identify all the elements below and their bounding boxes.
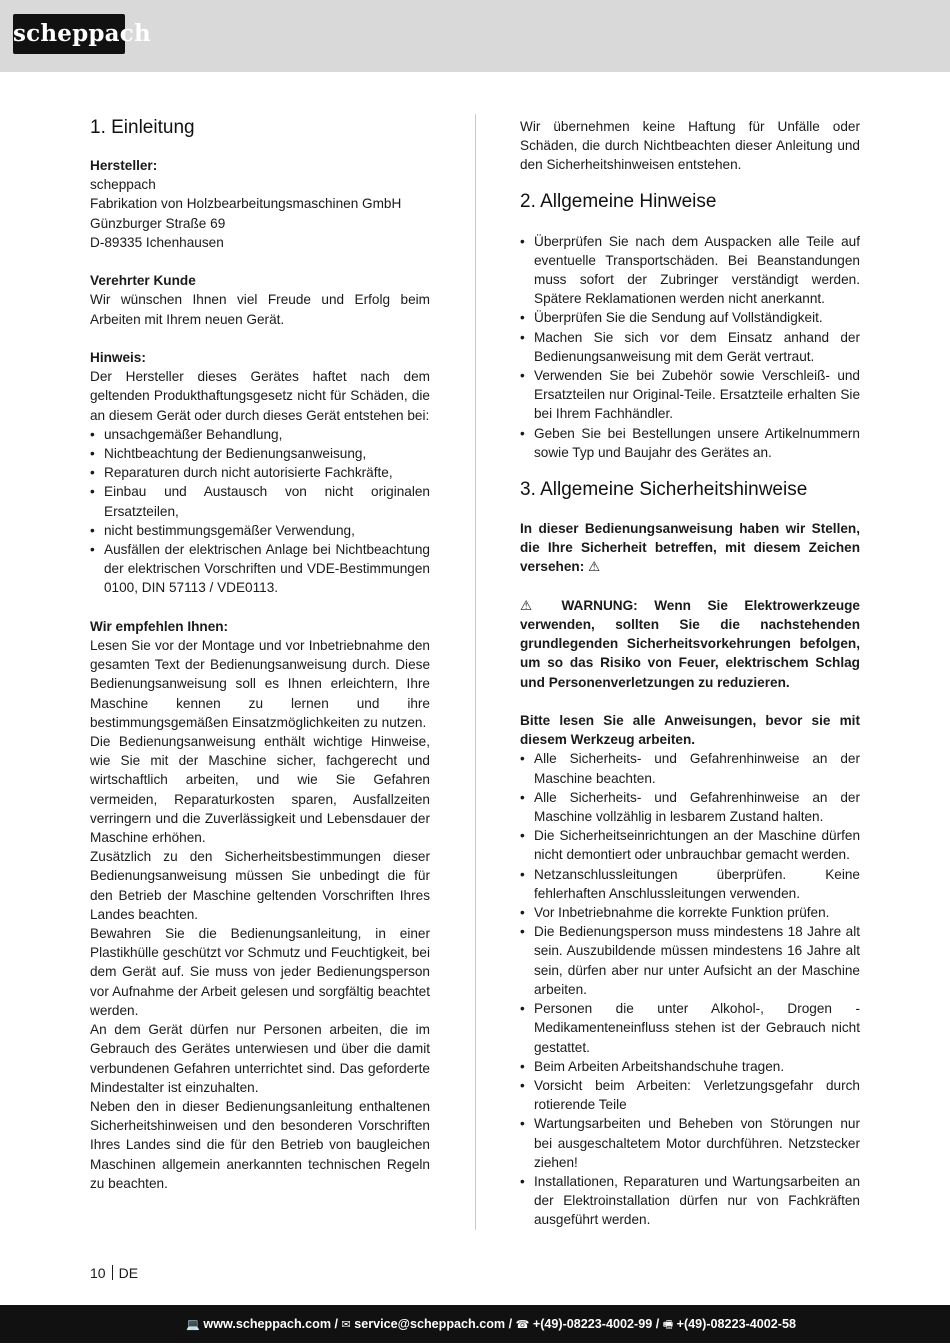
list-item: • Überprüfen Sie die Sendung auf Vollständigkeit. — [520, 308, 860, 327]
recommend-paragraph: Bewahren Sie die Bedienungsanleitung, in einer Plastikhülle geschützt vor Schmutz und Feuchtigkeit, bei dem Gerät auf. Sie muss von jeder Bedienungsperson vor Aufnahme der Arbeit gelesen und sorgfältig beachtet werden. — [90, 926, 430, 1018]
list-item: • nicht bestimmungsgemäßer Verwendung, — [90, 521, 430, 540]
list-item: • Nichtbeachtung der Bedienungsanweisung, — [90, 444, 430, 463]
mail-icon: ✉ — [341, 1318, 351, 1331]
page-number-footer — [90, 1264, 138, 1282]
fax-number: +(49)-08223-4002-58 — [676, 1317, 796, 1331]
email-link[interactable]: service@scheppach.com / — [354, 1317, 513, 1331]
list-item: • Die Bedienungsperson muss mindestens 18 Jahre alt sein. Auszubildende müssen mindestens 16 Jahre alt sein, dürfen aber nur unter Aufsicht an der Maschine arbeiten. — [520, 922, 860, 999]
liability-text: Wir übernehmen keine Haftung für Unfälle oder Schäden, die durch Nichtbeachten dieser Anleitung und den Sicherheitshinweisen entstehen. — [520, 119, 860, 173]
list-item: • Wartungsarbeiten und Beheben von Störungen nur bei ausgeschaltetem Motor durchführen. Netzstecker ziehen! — [520, 1114, 860, 1172]
phone-number: +(49)-08223-4002-99 / — [532, 1317, 660, 1331]
list-item: • Installationen, Reparaturen und Wartungsarbeiten an der Elektroinstallation dürfen nur von Fachkräften ausgeführt werden. — [520, 1172, 860, 1230]
list-item: • Überprüfen Sie nach dem Auspacken alle Teile auf eventuelle Transportschäden. Bei Beanstandungen muss sofort der Zubringer verständigt werden. Spätere Reklamationen werden nicht anerkannt. — [520, 232, 860, 309]
general-notes-list — [520, 232, 860, 462]
section-2-title: 2. Allgemeine Hinweise — [520, 190, 717, 212]
list-item: • Alle Sicherheits- und Gefahrenhinweise an der Maschine vollzählig in lesbarem Zustand halten. — [520, 788, 860, 826]
note-text: Der Hersteller dieses Gerätes haftet nach dem geltenden Produkthaftungsgesetz nicht für Schäden, die an diesem Gerät oder durch dieses Gerät entstehen bei: — [90, 369, 430, 423]
safety-list — [520, 749, 860, 1229]
list-item: • Reparaturen durch nicht autorisierte Fachkräfte, — [90, 463, 430, 482]
address-line: D-89335 Ichenhausen — [90, 234, 224, 250]
list-item: • Geben Sie bei Bestellungen unsere Artikelnummern sowie Typ und Baujahr des Gerätes an. — [520, 424, 860, 462]
website-link[interactable]: www.scheppach.com / — [203, 1317, 339, 1331]
list-item: • Vor Inbetriebnahme die korrekte Funktion prüfen. — [520, 903, 860, 922]
scheppach-logo: scheppach — [13, 14, 125, 54]
page-number: 10 — [90, 1265, 106, 1281]
section-3-title: 3. Allgemeine Sicherheitshinweise — [520, 479, 808, 501]
fax-icon: 🖷 — [662, 1318, 674, 1331]
recommend-paragraph: Lesen Sie vor der Montage und vor Inbetriebnahme den gesamten Text der Bedienungsanweisung durch. Diese Bedienungsanweisung soll es Ihnen erleichtern, Ihre Maschine kennen zu lernen und ihre bestimmungsgemäßen Einsatzmöglichkeiten zu nutzen. — [90, 638, 430, 730]
section-1-title: 1. Einleitung — [90, 117, 195, 138]
note-list — [90, 425, 430, 598]
contact-footer — [0, 1305, 950, 1343]
list-item: • Ausfällen der elektrischen Anlage bei Nichtbeachtung der elektrischen Vorschriften und VDE-Bestimmungen 0100, DIN 57113 / VDE0113. — [90, 540, 430, 598]
recommend-paragraph: An dem Gerät dürfen nur Personen arbeiten, die im Gebrauch des Gerätes unterwiesen und über die damit verbundenen Gefahren unterrichtet sind. Das geforderte Mindestalter ist einzuhalten. — [90, 1022, 430, 1095]
customer-text: Wir wünschen Ihnen viel Freude und Erfolg beim Arbeiten mit Ihrem neuen Gerät. — [90, 292, 430, 327]
note-label: Hinweis: — [90, 350, 146, 365]
list-item: • Verwenden Sie bei Zubehör sowie Verschleiß- und Ersatzteilen nur Original-Teile. Ersatzteile erhalten Sie bei Ihrem Fachhändler. — [520, 366, 860, 424]
computer-icon: 💻 — [186, 1318, 200, 1331]
safety-intro: In dieser Bedienungsanweisung haben wir Stellen, die Ihre Sicherheit betreffen, mit diesem Zeichen versehen: ⚠ — [520, 521, 860, 575]
warning-paragraph: ⚠ WARNUNG: Wenn Sie Elektrowerkzeuge verwenden, sollten Sie die nachstehenden grundlegenden Sicherheitsvorkehrungen befolgen, um so das Risiko von Feuer, elektrischem Schlag und Personenverletzungen zu reduzieren. — [520, 597, 860, 690]
language-code: DE — [118, 1265, 139, 1281]
manufacturer-label: Hersteller: — [90, 158, 158, 173]
right-column — [520, 117, 860, 1230]
list-item: • Einbau und Austausch von nicht originalen Ersatzteilen, — [90, 482, 430, 520]
list-item: • Alle Sicherheits- und Gefahrenhinweise an der Maschine beachten. — [520, 749, 860, 787]
customer-label: Verehrter Kunde — [90, 273, 196, 289]
manufacturer-address — [90, 175, 430, 252]
left-column — [90, 117, 430, 1193]
list-item: • Netzanschlussleitungen überprüfen. Keine fehlerhaften Anschlussleitungen verwenden. — [520, 865, 860, 903]
recommend-paragraph: Zusätzlich zu den Sicherheitsbestimmungen dieser Bedienungsanweisung müssen Sie unbedingt die für den Betrieb der Maschine geltenden Vorschriften Ihres Landes beachten. — [90, 849, 430, 922]
list-item: • Vorsicht beim Arbeiten: Verletzungsgefahr durch rotierende Teile — [520, 1076, 860, 1114]
list-item: • unsachgemäßer Behandlung, — [90, 425, 430, 444]
read-all-paragraph: Bitte lesen Sie alle Anweisungen, bevor sie mit diesem Werkzeug arbeiten. — [520, 713, 860, 748]
address-line: scheppach — [90, 177, 156, 193]
recommend-paragraph: Neben den in dieser Bedienungsanleitung enthaltenen Sicherheitshinweisen und den besonderen Vorschriften Ihres Landes sind die für den Betrieb von baugleichen Maschinen allgemein anerkannten technischen Regeln zu beachten. — [90, 1098, 430, 1191]
recommend-paragraph: Die Bedienungsanweisung enthält wichtige Hinweise, wie Sie mit der Maschine sicher, fachgerecht und wirtschaftlich arbeiten, und wie Sie Gefahren vermeiden, Reparaturkosten sparen, Ausfallzeiten verringern und die Zuverlässigkeit und Lebensdauer der Maschine erhöhen. — [90, 734, 430, 846]
column-divider — [475, 114, 476, 1230]
address-line: Günzburger Straße 69 — [90, 215, 226, 231]
phone-icon: ☎ — [515, 1318, 530, 1331]
page-separator — [112, 1265, 113, 1280]
list-item: • Personen die unter Alkohol-, Drogen - Medikamenteneinfluss stehen ist der Gebrauch nicht gestattet. — [520, 999, 860, 1057]
list-item: • Beim Arbeiten Arbeitshandschuhe tragen. — [520, 1057, 860, 1076]
list-item: • Die Sicherheitseinrichtungen an der Maschine dürfen nicht demontiert oder unbrauchbar gemacht werden. — [520, 826, 860, 864]
header-band — [0, 0, 950, 72]
address-line: Fabrikation von Holzbearbeitungsmaschinen GmbH — [90, 196, 402, 212]
recommend-label: Wir empfehlen Ihnen: — [90, 618, 229, 634]
list-item: • Machen Sie sich vor dem Einsatz anhand der Bedienungsanweisung mit dem Gerät vertraut. — [520, 328, 860, 366]
